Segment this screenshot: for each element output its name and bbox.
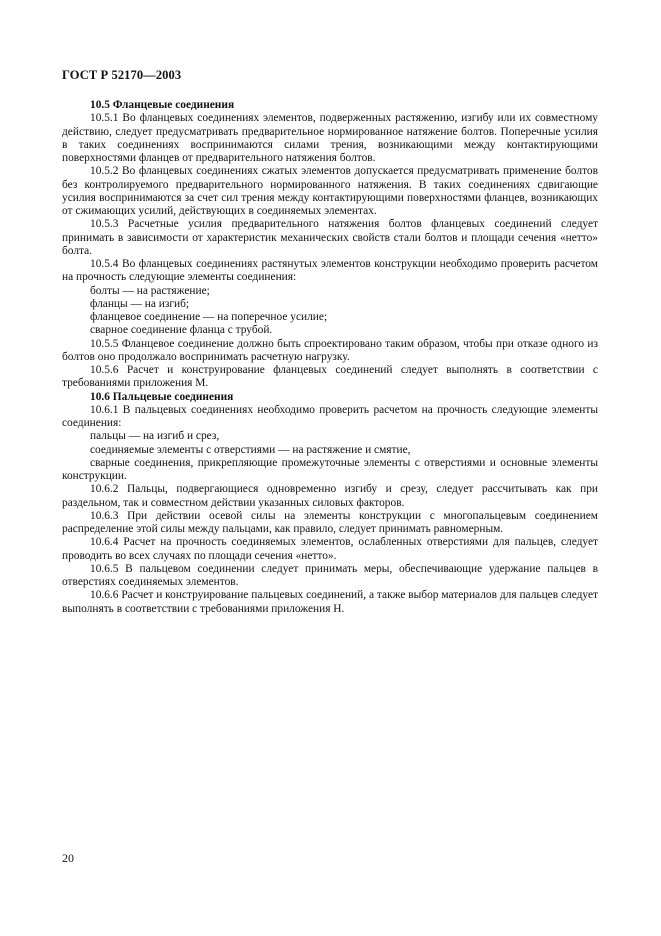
- paragraph-10-6-5: 10.6.5 В пальцевом соединении следует принимать меры, обеспечивающие удержание пальцев в отверстиях соединяемых элементов.: [62, 562, 598, 588]
- paragraph-10-5-5: 10.5.5 Фланцевое соединение должно быть спроектировано таким образом, чтобы при отказе одного из болтов оно продолжало воспринимать расчетную нагрузку.: [62, 337, 598, 363]
- list-item: болты — на растяжение;: [90, 284, 210, 297]
- list-item: соединяемые элементы с отверстиями — на растяжение и смятие,: [90, 443, 411, 456]
- section-heading-10-5: 10.5 Фланцевые соединения: [90, 99, 235, 111]
- paragraph-10-6-3: 10.6.3 При действии осевой силы на элементы конструкции с многопальцевым соединением распределение этой силы между пальцами, как правило, следует принимать равномерным.: [62, 509, 598, 535]
- list-item: фланцевое соединение — на поперечное усилие;: [90, 311, 328, 323]
- section-heading-10-6: 10.6 Пальцевые соединения: [90, 390, 234, 403]
- list-item: сварное соединение фланца с трубой.: [90, 324, 273, 337]
- paragraph-10-5-1: 10.5.1 Во фланцевых соединениях элементов, подверженных растяжению, изгибу или их совместному действию, следует предусматривать предварительное нормированное натяжение болтов. Поперечные усилия в таких соединениях воспринимаются силами трения, возникающими между контактирующими поверхностями фланцев от предварительного натяжения болтов.: [62, 112, 598, 164]
- list-item: пальцы — на изгиб и срез,: [90, 430, 220, 443]
- list-item: сварные соединения, прикрепляющие промежуточные элементы с отверстиями и основные элементы конструкции.: [62, 456, 598, 482]
- paragraph-10-5-3: 10.5.3 Расчетные усилия предварительного натяжения болтов фланцевых соединений следует принимать в зависимости от характеристик механических свойств стали болтов и площади сечения «нетто» болта.: [62, 218, 598, 257]
- list-item: фланцы — на изгиб;: [90, 297, 190, 310]
- paragraph-10-5-6: 10.5.6 Расчет и конструирование фланцевых соединений следует выполнять в соответствии с требованиями приложения М.: [62, 364, 598, 390]
- document-body: [62, 99, 598, 616]
- paragraph-10-6-2: 10.6.2 Пальцы, подвергающиеся одновременно изгибу и срезу, следует рассчитывать как при раздельном, так и совместном действии указанных силовых факторов.: [62, 483, 598, 509]
- page-number: 20: [62, 851, 74, 865]
- paragraph-10-5-4: 10.5.4 Во фланцевых соединениях растянутых элементов конструкции необходимо проверить расчетом на прочность следующие элементы соединения:: [62, 258, 598, 284]
- paragraph-10-6-6: 10.6.6 Расчет и конструирование пальцевых соединений, а также выбор материалов для пальцев следует выполнять в соответствии с требованиями приложения Н.: [62, 589, 598, 615]
- paragraph-10-6-4: 10.6.4 Расчет на прочность соединяемых элементов, ослабленных отверстиями для пальцев, следует проводить во всех случаях по площади сечения «нетто».: [62, 536, 598, 562]
- paragraph-10-6-1: 10.6.1 В пальцевых соединениях необходимо проверить расчетом на прочность следующие элементы соединения:: [62, 403, 598, 429]
- document-header: ГОСТ Р 52170—2003: [62, 68, 182, 82]
- paragraph-10-5-2: 10.5.2 Во фланцевых соединениях сжатых элементов допускается предусматривать применение болтов без контролируемого предварительного нормированного натяжения. В таких соединениях сдвигающие усилия воспринимаются за счет сил трения между контактирующими поверхностями фланцев, возникающих от сжимающих усилий, действующих в соединяемых элементах.: [62, 165, 598, 217]
